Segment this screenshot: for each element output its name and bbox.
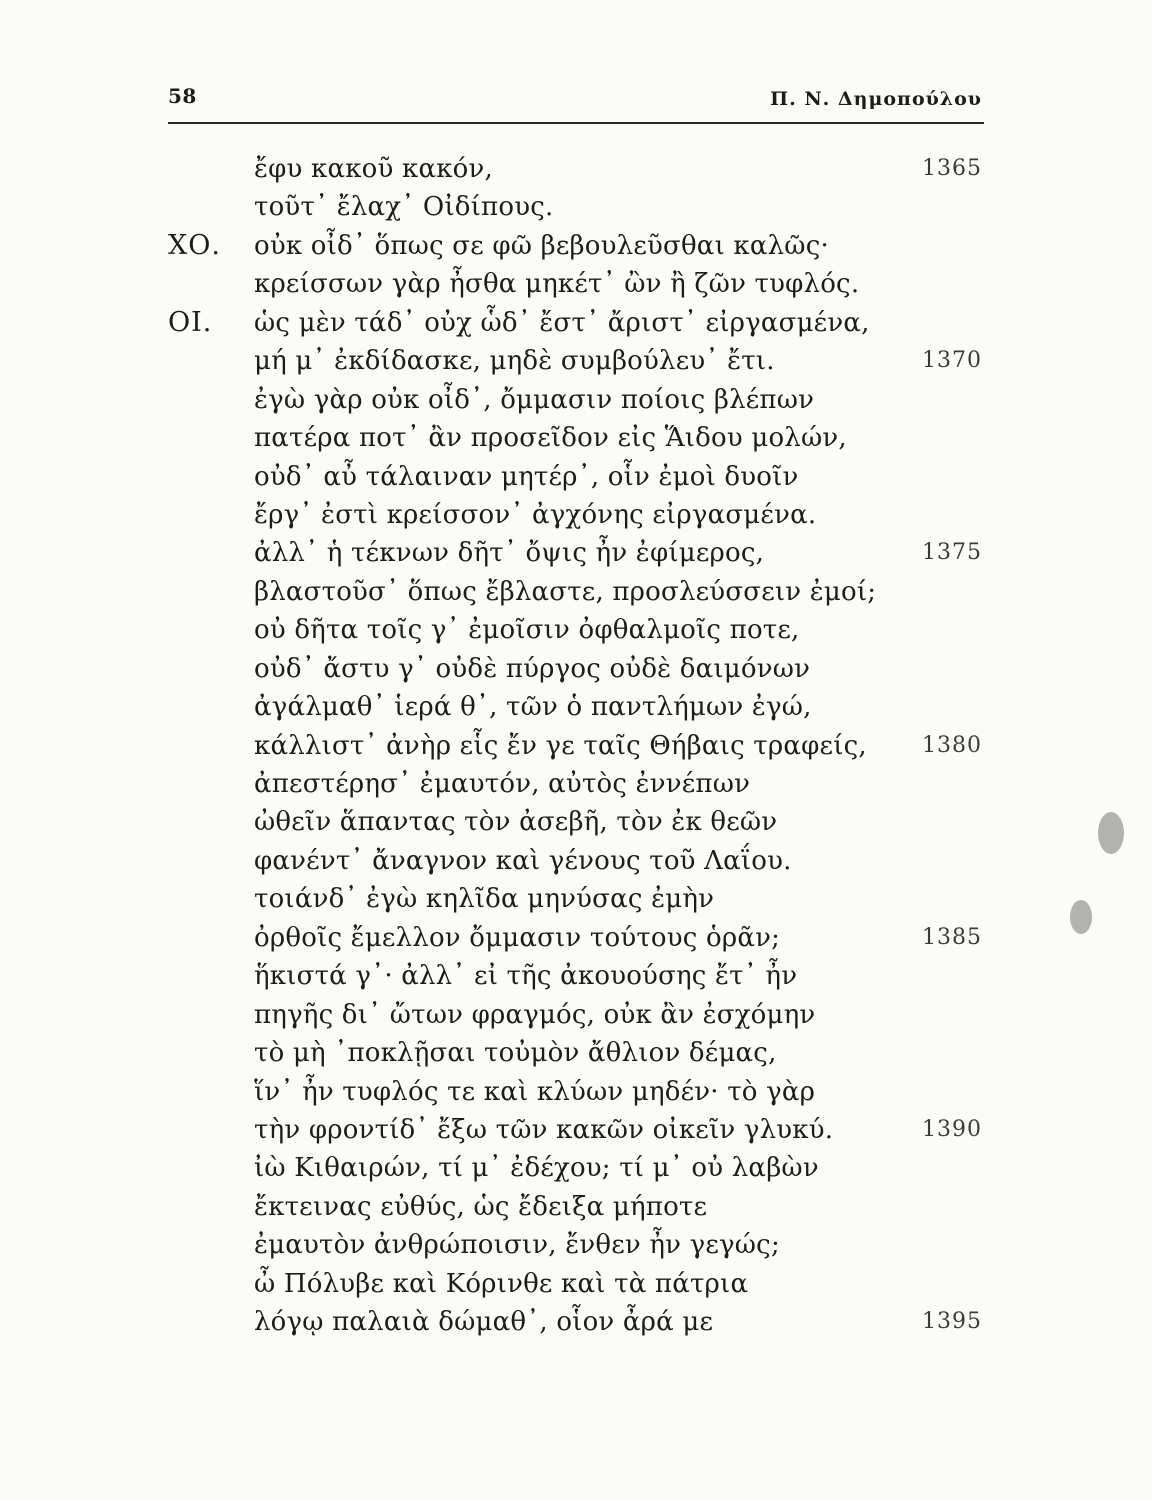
verse-line [168, 919, 984, 957]
verse-text: τοῦτ᾽ ἔλαχ᾽ Οἰδίπους. [254, 192, 554, 223]
running-head: Π. Ν. Δημοπούλου [770, 88, 982, 110]
verse-text: ἵν᾽ ἦν τυφλός τε καὶ κλύων μηδέν· τὸ γὰρ [254, 1076, 816, 1107]
verse-text: οὐδ᾽ ἄστυ γ᾽ οὐδὲ πύργος οὐδὲ δαιμόνων [254, 653, 811, 684]
page-number: 58 [168, 84, 197, 108]
verse-line [168, 1149, 984, 1187]
verse-line [168, 150, 984, 188]
verse-text: ἀγάλμαθ᾽ ἱερά θ᾽, τῶν ὁ παντλήμων ἐγώ, [254, 692, 812, 723]
verse-text: τὴν φροντίδ᾽ ἔξω τῶν κακῶν οἰκεῖν γλυκύ. [254, 1114, 834, 1145]
verse-text: πατέρα ποτ᾽ ἂν προσεῖδον εἰς Ἅιδου μολών, [254, 423, 847, 454]
verse-line [168, 1034, 984, 1072]
ink-smudge [1098, 812, 1124, 854]
verse-line [168, 1265, 984, 1303]
page-header [168, 78, 984, 124]
line-number: 1370 [922, 348, 982, 374]
verse-line [168, 227, 984, 265]
line-number: 1395 [922, 1309, 982, 1335]
verse-line [168, 1226, 984, 1264]
verse-line [168, 957, 984, 995]
verse-text: τὸ μὴ ᾽ποκλῇσαι τοὐμὸν ἄθλιον δέμας, [254, 1038, 777, 1069]
verse-text: πηγῆς δι᾽ ὤτων φραγμός, οὐκ ἂν ἐσχόμην [254, 999, 816, 1030]
verse-line [168, 611, 984, 649]
verse-text: ἔργ᾽ ἐστὶ κρείσσον᾽ ἀγχόνης εἰργασμένα. [254, 499, 817, 530]
verse-text: ἀπεστέρησ᾽ ἐμαυτόν, αὐτὸς ἐννέπων [254, 769, 751, 799]
verse-line [168, 1303, 984, 1341]
verse-line [168, 880, 984, 918]
verse-line [168, 265, 984, 303]
verse-line [168, 996, 984, 1034]
verse-line [168, 1073, 984, 1111]
verse-line [168, 688, 984, 726]
verse-text: ἔκτεινας εὐθύς, ὡς ἔδειξα μήποτε [254, 1191, 708, 1222]
verse-line [168, 381, 984, 419]
verse-text: ἐμαυτὸν ἀνθρώποισιν, ἔνθεν ἦν γεγώς; [254, 1230, 780, 1261]
verse-text: ἔφυ κακοῦ κακόν, [254, 154, 493, 184]
verse-text: τοιάνδ᾽ ἐγὼ κηλῖδα μηνύσας ἐμὴν [254, 884, 715, 915]
verse-line [168, 534, 984, 572]
line-number: 1385 [922, 924, 982, 950]
verse-line [168, 458, 984, 496]
verse-text: βλαστοῦσ᾽ ὅπως ἔβλαστε, προσλεύσσειν ἐμοί; [254, 576, 877, 607]
line-number: 1375 [922, 540, 982, 566]
verse-text: λόγῳ παλαιὰ δώμαθ᾽, οἷον ἆρά με [254, 1307, 714, 1338]
verse-line [168, 1111, 984, 1149]
verse-line [168, 496, 984, 534]
verse-line [168, 842, 984, 880]
verse-line [168, 1188, 984, 1226]
verse-line [168, 650, 984, 688]
verse-line [168, 188, 984, 226]
verse-text: οὐκ οἶδ᾽ ὅπως σε φῶ βεβουλεῦσθαι καλῶς· [254, 230, 829, 261]
verse-text: μή μ᾽ ἐκδίδασκε, μηδὲ συμβούλευ᾽ ἔτι. [254, 346, 775, 377]
verse-text: ὀρθοῖς ἔμελλον ὄμμασιν τούτους ὁρᾶν; [254, 922, 781, 953]
verse-line [168, 803, 984, 841]
verse-text: κάλλιστ᾽ ἀνὴρ εἷς ἔν γε ταῖς Θήβαις τραφείς, [254, 730, 867, 761]
verse-text: ἐγὼ γὰρ οὐκ οἶδ᾽, ὄμμασιν ποίοις βλέπων [254, 384, 815, 415]
verse-text: φανέντ᾽ ἄναγνον καὶ γένους τοῦ Λαΐου. [254, 845, 792, 876]
verse-line [168, 419, 984, 457]
verse-block [168, 150, 984, 1342]
ink-smudge [1070, 900, 1092, 934]
speaker-label: ΟΙ. [168, 306, 213, 338]
line-number: 1365 [922, 156, 982, 181]
verse-text: ὦ Πόλυβε καὶ Κόρινθε καὶ τὰ πάτρια [254, 1268, 749, 1299]
verse-line [168, 765, 984, 803]
verse-line [168, 573, 984, 611]
verse-text: οὐ δῆτα τοῖς γ᾽ ἐμοῖσιν ὀφθαλμοῖς ποτε, [254, 615, 800, 646]
line-number: 1380 [922, 732, 982, 758]
verse-text: οὐδ᾽ αὖ τάλαιναν μητέρ᾽, οἷν ἐμοὶ δυοῖν [254, 461, 799, 492]
verse-text: ὡς μὲν τάδ᾽ οὐχ ὧδ᾽ ἔστ᾽ ἄριστ᾽ εἰργασμένα, [254, 307, 870, 338]
verse-text: κρείσσων γὰρ ἦσθα μηκέτ᾽ ὢν ἢ ζῶν τυφλός. [254, 269, 860, 300]
verse-text: ἰὼ Κιθαιρών, τί μ᾽ ἐδέχου; τί μ᾽ οὐ λαβὼν [254, 1153, 819, 1184]
verse-text: ἥκιστά γ᾽· ἀλλ᾽ εἰ τῆς ἀκουούσης ἔτ᾽ ἦν [254, 961, 798, 992]
verse-text: ἀλλ᾽ ἡ τέκνων δῆτ᾽ ὄψις ἦν ἐφίμερος, [254, 538, 765, 569]
line-number: 1390 [922, 1116, 982, 1142]
verse-text: ὠθεῖν ἅπαντας τὸν ἀσεβῆ, τὸν ἐκ θεῶν [254, 807, 778, 838]
speaker-label: ΧΟ. [168, 229, 221, 261]
verse-line [168, 727, 984, 765]
verse-line [168, 304, 984, 342]
verse-line [168, 342, 984, 380]
